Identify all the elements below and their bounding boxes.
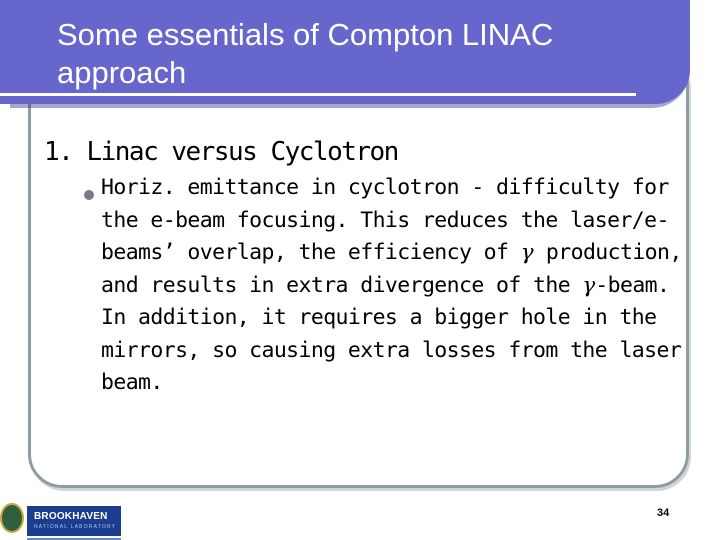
bullet-icon xyxy=(84,190,94,200)
logo-word: BROOKHAVEN xyxy=(34,511,108,522)
bullet-text-part-1: Horiz. emittance in cyclotron - difficulty for the e-beam focusing. This reduces the laser/e-beams’ overlap, the efficiency of xyxy=(101,175,669,265)
title-line-2: approach xyxy=(57,55,187,90)
gamma-symbol: γ xyxy=(582,272,596,298)
logo-subword: NATIONAL LABORATORY xyxy=(34,524,117,530)
brookhaven-logo xyxy=(27,506,121,536)
doe-seal-icon xyxy=(0,503,24,533)
title-line-1: Some essentials of Compton LINAC xyxy=(57,17,554,52)
title-underline xyxy=(0,93,636,96)
bullet-text-part-3: -beam. In addition, it requires a bigger hole in the mirrors, so causing extra losses from the laser beam. xyxy=(101,272,682,395)
section-heading: 1. Linac versus Cyclotron xyxy=(44,137,398,167)
page-number: 34 xyxy=(657,507,670,519)
slide-title xyxy=(57,16,637,92)
bullet-text xyxy=(101,172,691,400)
gamma-symbol: γ xyxy=(520,240,534,265)
bullet-text-part-2: production, and results in extra divergence of the xyxy=(101,240,682,298)
